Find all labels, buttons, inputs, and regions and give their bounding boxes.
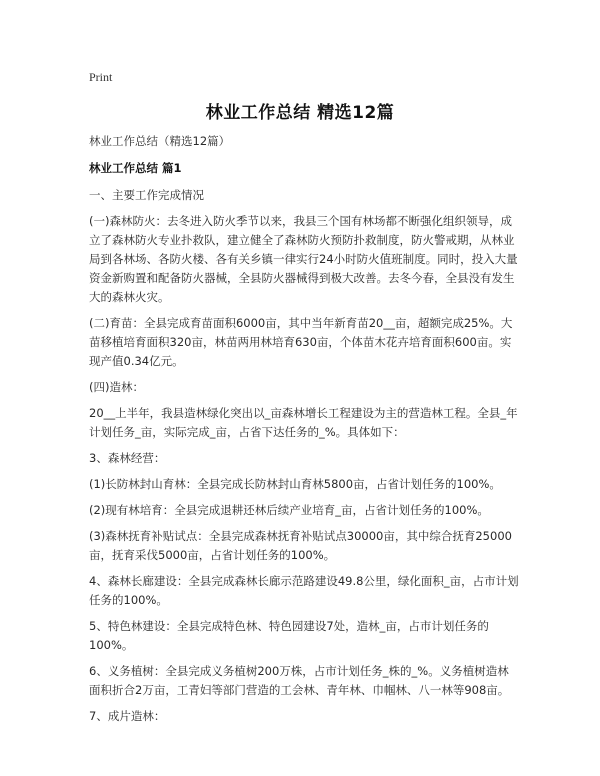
paragraph-voluntary-planting: 6、义务植树：全县完成义务植树200万株，占市计划任务_株的_%。义务植树造林面积折合2万亩，工青妇等部门营造的工会林、青年林、巾帼林、八一林等908亩。 (89, 664, 510, 697)
paragraph-mountain-closure: (1)长防林封山育林：全县完成长防林封山育林5800亩，占省计划任务的100%。 (89, 477, 501, 491)
paragraph-afforestation-summary: 20__上半年，我县造林绿化突出以_亩森林增长工程建设为主的营造林工程。全县_年计划任务_亩，实际完成_亩，占省下达任务的_%。具体如下： (89, 406, 518, 439)
paragraph-tending-subsidy: (3)森林抚育补贴试点：全县完成森林抚育补贴试点30000亩，其中综合抚育25000亩，抚育采伐5000亩，占省计划任务的100%。 (89, 529, 512, 562)
section-heading: 林业工作总结 篇1 (89, 161, 182, 175)
paragraph-afforestation-head: (四)造林： (89, 380, 144, 394)
document-body (89, 132, 519, 733)
paragraph-forest-management: 3、森林经营： (89, 451, 166, 465)
paragraph-fire-prevention: (一)森林防火：去冬进入防火季节以来，我县三个国有林场都不断强化组织领导，成立了森林防火专业扑救队，建立健全了森林防火预防扑救制度，防火警戒期，从林业局到各林场、各防火楼、各有关乡镇一律实行24小时防火值班制度。同时，投入大量资金新购置和配备防火器械，全县防火器械得到极大改善。去冬今春，全县没有发生大的森林火灾。 (89, 214, 518, 304)
paragraph-seedlings: (二)育苗：全县完成育苗面积6000亩，其中当年新育苗20__亩，超额完成25%。大苗移植培育面积320亩，林苗两用林培育630亩，个体苗木花卉培育面积600亩。实现产值0.34亿元。 (89, 316, 513, 368)
paragraph-existing-forest: (2)现有林培育：全县完成退耕还林后续产业培育_亩，占省计划任务的100%。 (89, 503, 489, 517)
print-link[interactable]: Print (89, 70, 113, 84)
paragraph-contiguous-planting: 7、成片造林： (89, 709, 166, 723)
paragraph-main-tasks: 一、主要工作完成情况 (89, 188, 204, 202)
document-subtitle: 林业工作总结（精选12篇） (89, 134, 231, 148)
paragraph-forest-corridor: 4、森林长廊建设：全县完成森林长廊示范路建设49.8公里，绿化面积_亩，占市计划任务的100%。 (89, 574, 519, 607)
paragraph-featured-forest: 5、特色林建设：全县完成特色林、特色园建设7处，造林_亩，占市计划任务的100%。 (89, 619, 489, 652)
document-title: 林业工作总结 精选12篇 (205, 103, 395, 123)
